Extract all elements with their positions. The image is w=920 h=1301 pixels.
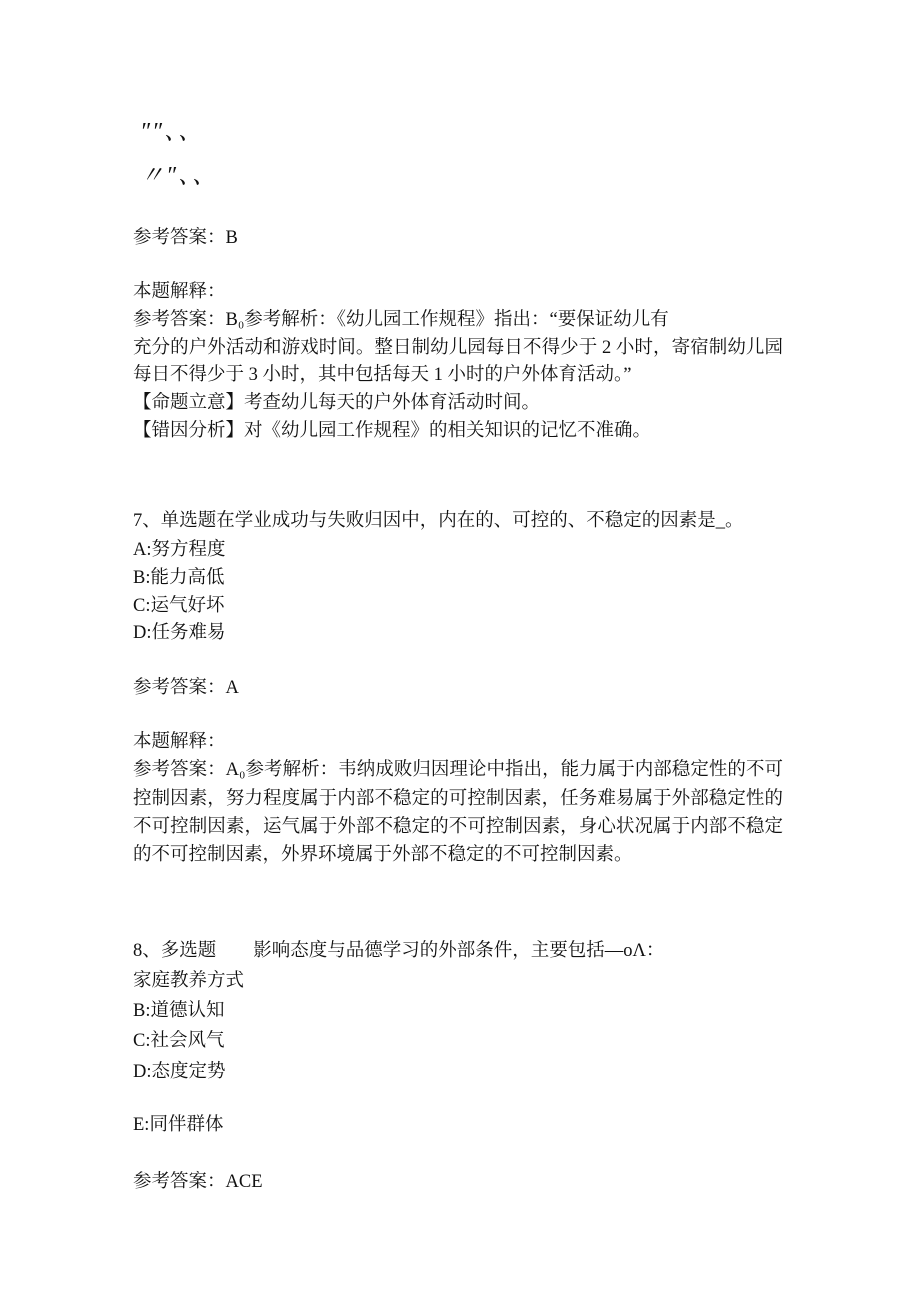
q7-explain-line: 控制因素，努力程度属于内部不稳定的可控制因素，任务难易属于外部稳定性的 xyxy=(133,789,783,809)
q7-explain-label: 本题解释： xyxy=(133,732,226,752)
q8-stem: 影响态度与品德学习的外部条件，主要包括—oΛ： xyxy=(253,941,665,961)
q7-option-b: B:能力高低 xyxy=(133,568,225,588)
q8-option-d: D:态度定势 xyxy=(133,1062,226,1082)
q7-explain-line: 的不可控制因素，外界环境属于外部不稳定的不可控制因素。 xyxy=(133,845,633,865)
stray-marks-line-2: 〃″、、 xyxy=(140,163,218,189)
q8-option-a: 家庭教养方式 xyxy=(133,971,245,991)
q6-explain-line: 【命题立意】考查幼儿每天的户外体育活动时间。 xyxy=(133,393,541,413)
q7-explain-line: 不可控制因素，运气属于外部不稳定的不可控制因素，身心状况属于内部不稳定 xyxy=(133,817,783,837)
q7-stem: 7、单选题在学业成功与失败归因中，内在的、可控的、不稳定的因素是_。 xyxy=(133,511,744,531)
q7-option-c: C:运气好坏 xyxy=(133,596,225,616)
q6-explain-line: 参考答案：B₀参考解析：《幼儿园工作规程》指出：“要保证幼儿有 xyxy=(133,310,669,330)
q7-option-d: D:任务难易 xyxy=(133,623,226,643)
q6-answer: 参考答案：B xyxy=(133,228,238,248)
q8-option-c: C:社会风气 xyxy=(133,1031,225,1051)
q7-option-a: A:努方程度 xyxy=(133,540,226,560)
q6-explain-line: 【错因分析】对《幼儿园工作规程》的相关知识的记忆不准确。 xyxy=(133,421,652,441)
q6-explain-line: 充分的户外活动和游戏时间。整日制幼儿园每日不得少于 2 小时，寄宿制幼儿园 xyxy=(133,338,783,358)
q8-option-b: B:道德认知 xyxy=(133,1001,225,1021)
stray-marks-line-1: ″″、、 xyxy=(140,119,204,145)
q6-explain-line: 每日不得少于 3 小时，其中包括每天 1 小时的户外体育活动。” xyxy=(133,365,632,385)
q7-explain-line: 参考答案：A₀参考解析：韦纳成败归因理论中指出，能力属于内部稳定性的不可 xyxy=(133,760,783,780)
q8-number-type: 8、多选题 xyxy=(133,941,217,961)
q6-explain-label: 本题解释： xyxy=(133,282,226,302)
q8-option-e: E:同伴群体 xyxy=(133,1115,224,1135)
q7-answer: 参考答案：A xyxy=(133,678,239,698)
q8-answer: 参考答案：ACE xyxy=(133,1172,263,1192)
q8-stem-line xyxy=(133,939,664,963)
